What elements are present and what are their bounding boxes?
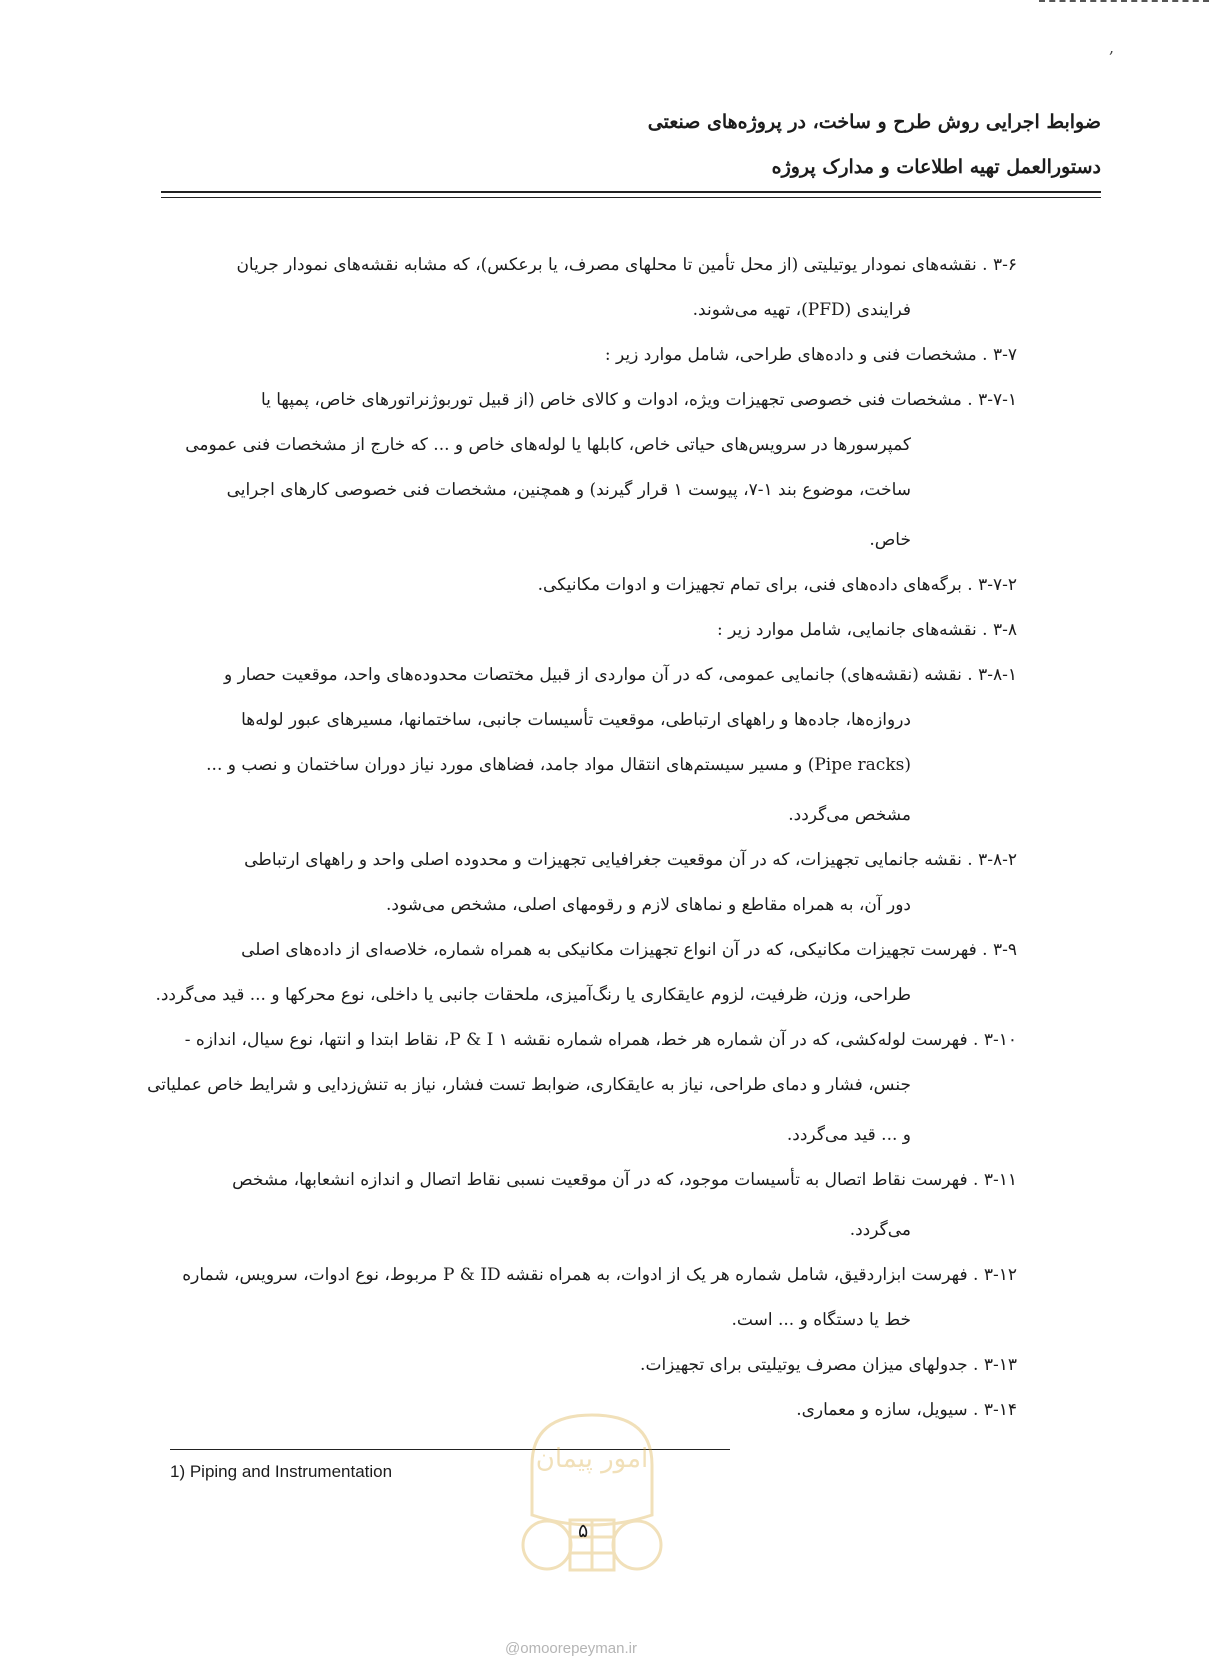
body-line: ۳-۱۳ . جدولهای میزان مصرف یوتیلیتی برای تجهیزات.: [640, 1355, 1017, 1375]
body-line: دروازه‌ها، جاده‌ها و راههای ارتباطی، موقعیت تأسیسات جانبی، ساختمانها، مسیرهای عبور لوله‌ها: [241, 710, 911, 730]
body-line: ۳-۷-۱ . مشخصات فنی خصوصی تجهیزات ویژه، ادوات و کالای خاص (از قبیل توربوژنراتورهای خاص، پمپها یا: [260, 390, 1017, 410]
page-number: ۵: [578, 1520, 589, 1542]
body-line: خاص.: [869, 530, 911, 550]
body-line: ۳-۸-۱ . نقشه (نقشه‌های) جانمایی عمومی، که در آن مواردی از قبیل مختصات محدوده‌های واحد، موقعیت حصار و: [223, 665, 1017, 685]
body-line: ۳-۷ . مشخصات فنی و داده‌های طراحی، شامل موارد زیر :: [604, 345, 1017, 365]
body-line: ۳-۷-۲ . برگه‌های داده‌های فنی، برای تمام تجهیزات و ادوات مکانیکی.: [537, 575, 1017, 595]
header-rule-thin: [161, 197, 1101, 198]
body-line: خط یا دستگاه و ... است.: [731, 1310, 911, 1330]
body-line: طراحی، وزن، ظرفیت، لزوم عایقکاری یا رنگ‌آمیزی، ملحقات جانبی یا داخلی، نوع محرکها و ... قید می‌گردد.: [155, 985, 911, 1005]
body-line: ۳-۸-۲ . نقشه جانمایی تجهیزات، که در آن موقعیت جغرافیایی تجهیزات و محدوده اصلی واحد و راههای ارتباطی: [244, 850, 1017, 870]
watermark-stamp-logo: [492, 1395, 692, 1595]
body-line: (Pipe racks) و مسیر سیستم‌های انتقال مواد جامد، فضاهای مورد نیاز دوران ساختمان و نصب و ...: [206, 755, 911, 775]
scan-tick-mark: ‚: [1108, 38, 1114, 57]
body-line: ۳-۹ . فهرست تجهیزات مکانیکی، که در آن انواع تجهیزات مکانیکی به همراه شماره، خلاصه‌ای از داده‌های اصلی: [241, 940, 1017, 960]
body-line: مشخص می‌گردد.: [788, 805, 911, 825]
body-line: ۳-۸ . نقشه‌های جانمایی، شامل موارد زیر :: [717, 620, 1017, 640]
page-header-title: ضوابط اجرایی روش طرح و ساخت، در پروژه‌های صنعتی: [647, 111, 1101, 133]
footnote: 1) Piping and Instrumentation: [170, 1462, 393, 1481]
body-line: ۳-۱۲ . فهرست ابزاردقیق، شامل شماره هر یک از ادوات، به همراه نقشه P & ID مربوط، نوع ادوات، سرویس، شماره: [182, 1265, 1017, 1285]
body-line: دور آن، به همراه مقاطع و نماهای لازم و رقومهای اصلی، مشخص می‌شود.: [385, 895, 911, 915]
body-line: ساخت، موضوع بند ۱-۷، پیوست ۱ قرار گیرند) و همچنین، مشخصات فنی خصوصی کارهای اجرایی: [226, 480, 911, 500]
body-line: ۳-۱۱ . فهرست نقاط اتصال به تأسیسات موجود، که در آن موقعیت نسبی نقاط اتصال و اندازه انشعابها، مشخص: [232, 1170, 1017, 1190]
body-line: کمپرسورها در سرویس‌های حیاتی خاص، کابلها یا لوله‌های خاص و ... که خارج از مشخصات فنی عمومی: [185, 435, 911, 455]
watermark-site: @omoorepeyman.ir: [505, 1640, 637, 1657]
watermark-stamp-text: امور پیمان: [535, 1444, 649, 1474]
body-line: فرایندی (PFD)، تهیه می‌شوند.: [692, 300, 911, 320]
body-line: ۳-۶ . نقشه‌های نمودار یوتیلیتی (از محل تأمین تا محلهای مصرف، یا برعکس)، که مشابه نقشه‌های نمودار جریان: [236, 255, 1017, 275]
body-line: می‌گردد.: [849, 1220, 911, 1240]
corner-scan-mark: [1039, 0, 1209, 6]
header-rule-thick: [161, 191, 1101, 193]
body-line: ۳-۱۰ . فهرست لوله‌کشی، که در آن شماره هر خط، همراه شماره نقشه P & I ۱، نقاط ابتدا و انتها، نوع سیال، اندازه -: [184, 1030, 1017, 1050]
body-line: و ... قید می‌گردد.: [786, 1125, 911, 1145]
body-line: ۳-۱۴ . سیویل، سازه و معماری.: [796, 1400, 1017, 1420]
page-header-subtitle: دستورالعمل تهیه اطلاعات و مدارک پروژه: [771, 156, 1101, 178]
body-line: جنس، فشار و دمای طراحی، نیاز به عایقکاری، ضوابط تست فشار، نیاز به تنش‌زدایی و شرایط خاص عملیاتی: [147, 1075, 911, 1095]
